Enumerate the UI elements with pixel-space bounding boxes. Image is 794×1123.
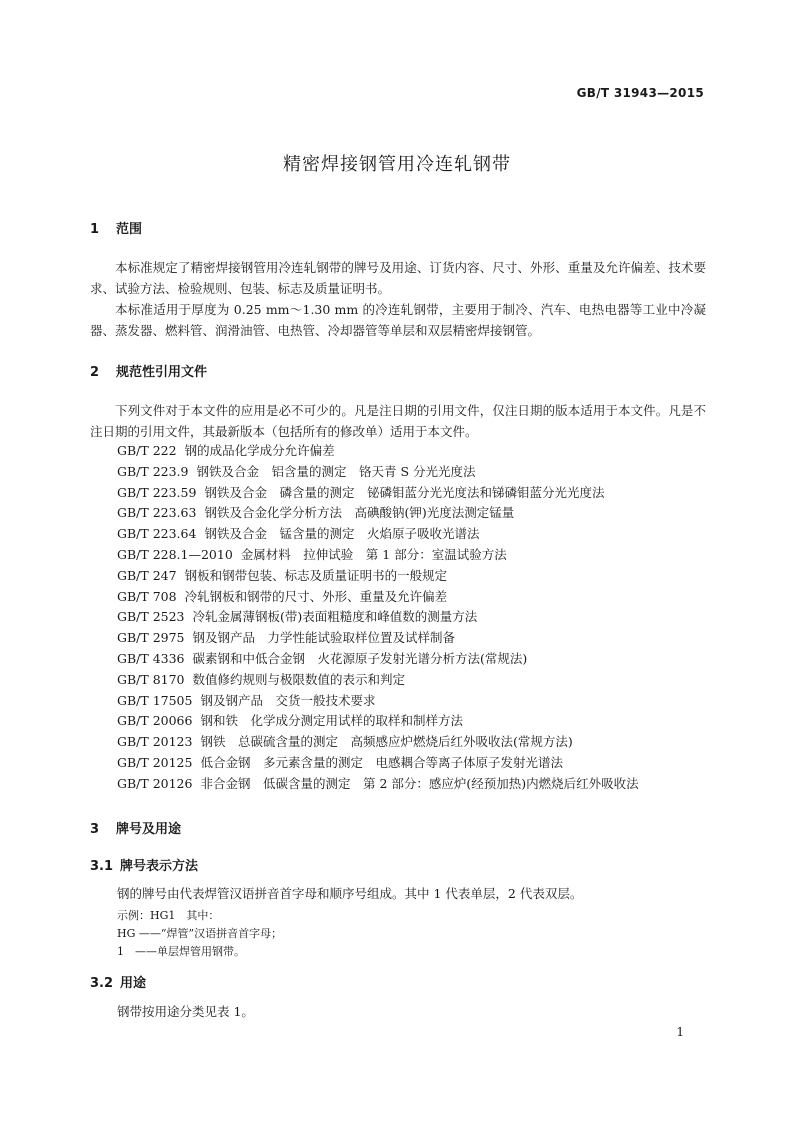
reference-title: 冷轧金属薄钢板(带)表面粗糙度和峰值数的测量方法 [192,609,478,625]
reference-code: GB/T 20125 [117,754,193,770]
section-3-heading [90,818,181,837]
section-number: 2 [90,365,100,380]
references-intro: 下列文件对于本文件的应用是必不可少的。凡是注日期的引用文件，仅注日期的版本适用于本文件。凡是不注日期的引用文件，其最新版本（包括所有的修改单）适用于本文件。 [90,403,706,439]
reference-title: 低合金钢 多元素含量的测定 电感耦合等离子体原子发射光谱法 [200,754,563,770]
example-line: HG ——“焊管”汉语拼音首字母； [117,927,283,940]
list-item [117,566,639,587]
reference-title: 钢铁及合金化学分析方法 高碘酸钠(钾)光度法测定锰量 [204,505,515,521]
reference-code: GB/T 17505 [117,692,193,708]
section-title: 牌号及用途 [116,822,182,837]
list-item [117,711,639,732]
reference-code: GB/T 2975 [117,630,185,646]
reference-title: 钢铁及合金 磷含量的测定 铋磷钼蓝分光光度法和锑磷钼蓝分光光度法 [204,484,605,500]
reference-code: GB/T 223.9 [117,463,189,479]
list-item [117,503,639,524]
reference-title: 钢的成品化学成分允许偏差 [184,443,335,458]
list-item [117,628,639,649]
reference-title: 钢铁及合金 铝含量的测定 铬天青 S 分光光度法 [196,463,476,479]
list-item [117,524,639,545]
standard-number: GB/T 31943—2015 [576,86,704,100]
reference-code: GB/T 20123 [117,734,193,750]
reference-title: 钢铁及合金 锰含量的测定 火焰原子吸收光谱法 [204,526,480,542]
reference-title: 钢板和钢带包装、标志及质量证明书的一般规定 [184,567,448,583]
reference-code: GB/T 223.64 [117,526,197,542]
list-item [117,774,639,795]
reference-code: GB/T 20126 [117,775,193,791]
section-3-2-heading [90,972,146,991]
page-number: 1 [676,1025,684,1039]
section-number: 3.1 [90,859,114,874]
reference-title: 金属材料 拉伸试验 第 1 部分：室温试验方法 [240,546,507,562]
list-item [117,462,639,483]
section-number: 3.2 [90,976,114,991]
list-item [117,732,639,753]
section-title: 牌号表示方法 [120,859,199,874]
list-item [117,545,639,566]
section-title: 规范性引用文件 [116,365,208,380]
list-item [117,587,639,608]
list-item [117,649,639,670]
list-item [117,607,639,628]
example-line: 示例：HG1 其中： [117,909,220,922]
reference-title: 钢和铁 化学成分测定用试样的取样和制样方法 [200,713,463,729]
reference-code: GB/T 223.59 [117,484,197,500]
reference-code: GB/T 222 [117,443,177,458]
reference-title: 钢及钢产品 力学性能试验取样位置及试样制备 [192,630,456,646]
reference-title: 数值修约规则与极限数值的表示和判定 [192,671,406,687]
reference-list [117,441,639,795]
grade-designation-text: 钢的牌号由代表焊管汉语拼音首字母和顺序号组成。其中 1 代表单层，2 代表双层。 [117,886,583,901]
reference-code: GB/T 708 [117,588,177,604]
reference-title: 冷轧钢板和钢带的尺寸、外形、重量及允许偏差 [184,588,448,604]
reference-title: 钢及钢产品 交货一般技术要求 [200,692,376,708]
section-3-1-heading [90,855,198,874]
reference-code: GB/T 247 [117,567,177,583]
reference-title: 碳素钢和中低合金钢 火花源原子发射光谱分析方法(常规法) [192,650,528,666]
document-title: 精密焊接钢管用冷连轧钢带 [283,154,511,175]
section-number: 3 [90,822,100,837]
scope-paragraph-1: 本标准规定了精密焊接钢管用冷连轧钢带的牌号及用途、订货内容、尺寸、外形、重量及允许偏差、技术要求、试验方法、检验规则、包装、标志及质量证明书。 [90,260,706,296]
section-title: 用途 [120,976,147,991]
reference-code: GB/T 223.63 [117,505,197,521]
section-title: 范围 [116,222,143,237]
section-2-heading [90,361,207,380]
reference-code: GB/T 20066 [117,713,193,729]
section-1-heading [90,218,142,237]
reference-code: GB/T 2523 [117,609,185,625]
list-item [117,670,639,691]
example-line: 1 ——单层焊管用钢带。 [117,945,245,958]
reference-code: GB/T 8170 [117,671,185,687]
usage-text: 钢带按用途分类见表 1。 [117,1004,254,1019]
list-item [117,483,639,504]
reference-title: 钢铁 总碳硫含量的测定 高频感应炉燃烧后红外吸收法(常规方法) [200,734,573,750]
section-number: 1 [90,222,100,237]
reference-title: 非合金钢 低碳含量的测定 第 2 部分：感应炉(经预加热)内燃烧后红外吸收法 [200,775,639,791]
scope-paragraph-2: 本标准适用于厚度为 0.25 mm～1.30 mm 的冷连轧钢带，主要用于制冷、汽车、电热电器等工业中冷凝器、蒸发器、燃料管、润滑油管、电热管、冷却器管等单层和双层精密焊接钢管。 [90,302,706,338]
list-item [117,691,639,712]
list-item [117,753,639,774]
reference-code: GB/T 228.1—2010 [117,546,233,562]
reference-code: GB/T 4336 [117,650,185,666]
list-item [117,441,639,462]
